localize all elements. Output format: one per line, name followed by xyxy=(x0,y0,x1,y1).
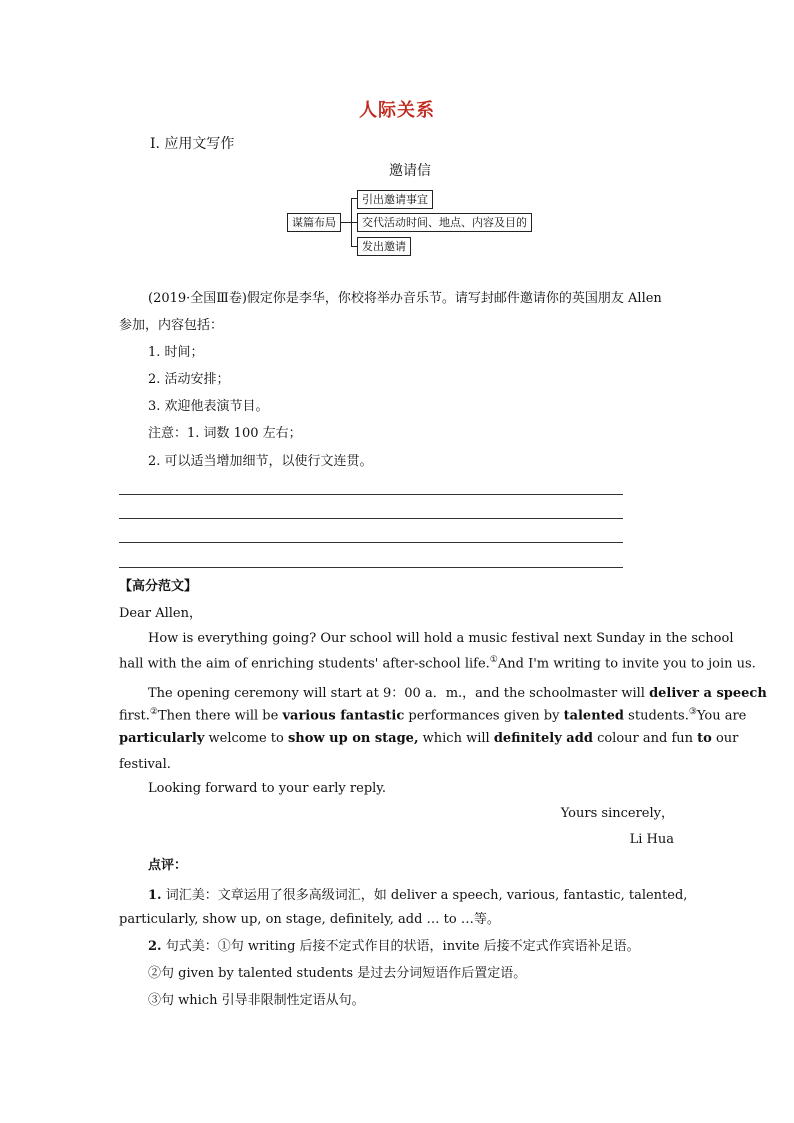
answer-line xyxy=(119,567,623,568)
prompt-item: 2. 活动安排； xyxy=(148,372,230,387)
diagram-connector xyxy=(341,222,351,223)
prompt-note: 注意：1. 词数 100 左右； xyxy=(148,426,302,441)
comment-line xyxy=(148,938,640,956)
highlight-phrase: various fantastic xyxy=(282,708,405,724)
essay-line: How is everything going? Our school will hold a music festival next Sunday in the school xyxy=(148,631,734,646)
essay-line xyxy=(119,707,747,724)
diagram-root: 谋篇布局 xyxy=(287,213,341,232)
subtitle: 邀请信 xyxy=(389,163,431,179)
comment-line: particularly, show up, on stage, definitely, add … to …等。 xyxy=(119,912,500,927)
marker-1: ① xyxy=(489,655,498,665)
essay-line xyxy=(119,655,756,672)
essay-text: welcome to xyxy=(208,731,284,746)
diagram-branch: 引出邀请事宜 xyxy=(357,190,433,209)
essay-text: The opening ceremony will start at 9：00 a．m.，and the schoolmaster will xyxy=(148,686,645,701)
comment-text: 词汇美：文章运用了很多高级词汇，如 deliver a speech, various, fantastic, talented, xyxy=(165,888,688,903)
essay-text: Then there will be xyxy=(158,708,279,724)
section-heading: Ⅰ. 应用文写作 xyxy=(150,136,235,152)
highlight-phrase: definitely add xyxy=(493,731,593,746)
prompt-text: (2019·全国Ⅲ卷)假定你是李华，你校将举办音乐节。请写封邮件邀请你的英国朋友 Allen xyxy=(148,291,662,306)
essay-line xyxy=(119,731,739,746)
essay-text: And I'm writing to invite you to join us. xyxy=(497,656,756,672)
highlight-phrase: show up on stage, xyxy=(287,731,419,746)
comment-number: 1. xyxy=(148,888,162,903)
prompt-note: 2. 可以适当增加细节，以使行文连贯。 xyxy=(148,454,373,469)
signoff: Yours sincerely， xyxy=(560,806,674,821)
essay-text: which will xyxy=(422,731,490,746)
prompt-item: 3. 欢迎他表演节目。 xyxy=(148,399,269,414)
essay-line xyxy=(148,682,767,701)
marker-3: ③ xyxy=(688,707,697,717)
comment-text: 句式美：①句 writing 后接不定式作目的状语，invite 后接不定式作宾语补足语。 xyxy=(165,939,640,954)
signature-name: Li Hua xyxy=(629,832,674,847)
prompt-item: 1. 时间； xyxy=(148,345,204,360)
essay-text: our xyxy=(715,731,739,746)
comment-line: ②句 given by talented students 是过去分词短语作后置定语。 xyxy=(148,966,527,981)
answer-line xyxy=(119,518,623,519)
essay-text: first. xyxy=(119,708,150,724)
diagram-branch: 交代活动时间、地点、内容及目的 xyxy=(357,213,532,232)
essay-text: colour and fun xyxy=(597,731,694,746)
model-header: 【高分范文】 xyxy=(119,579,198,594)
comment-header: 点评： xyxy=(148,858,188,873)
highlight-phrase: to xyxy=(697,731,712,746)
comment-line xyxy=(148,884,688,903)
comment-line: ③句 which 引导非限制性定语从句。 xyxy=(148,993,365,1008)
highlight-phrase: talented xyxy=(563,708,625,724)
highlight-phrase: deliver a speech xyxy=(649,686,767,701)
essay-text: You are xyxy=(696,708,747,724)
diagram-branch: 发出邀请 xyxy=(357,237,411,256)
essay-line: festival. xyxy=(119,757,171,772)
prompt-text: 参加，内容包括： xyxy=(119,318,224,333)
answer-line xyxy=(119,494,623,495)
essay-text: performances given by xyxy=(408,708,560,724)
greeting: Dear Allen， xyxy=(119,606,202,621)
comment-number: 2. xyxy=(148,939,162,954)
answer-line xyxy=(119,542,623,543)
essay-text: hall with the aim of enriching students' after-school life. xyxy=(119,656,490,672)
closing-line: Looking forward to your early reply. xyxy=(148,781,387,796)
marker-2: ② xyxy=(149,707,158,717)
essay-text: students. xyxy=(628,708,689,724)
highlight-phrase: particularly xyxy=(119,731,205,746)
page-title: 人际关系 xyxy=(359,100,435,121)
